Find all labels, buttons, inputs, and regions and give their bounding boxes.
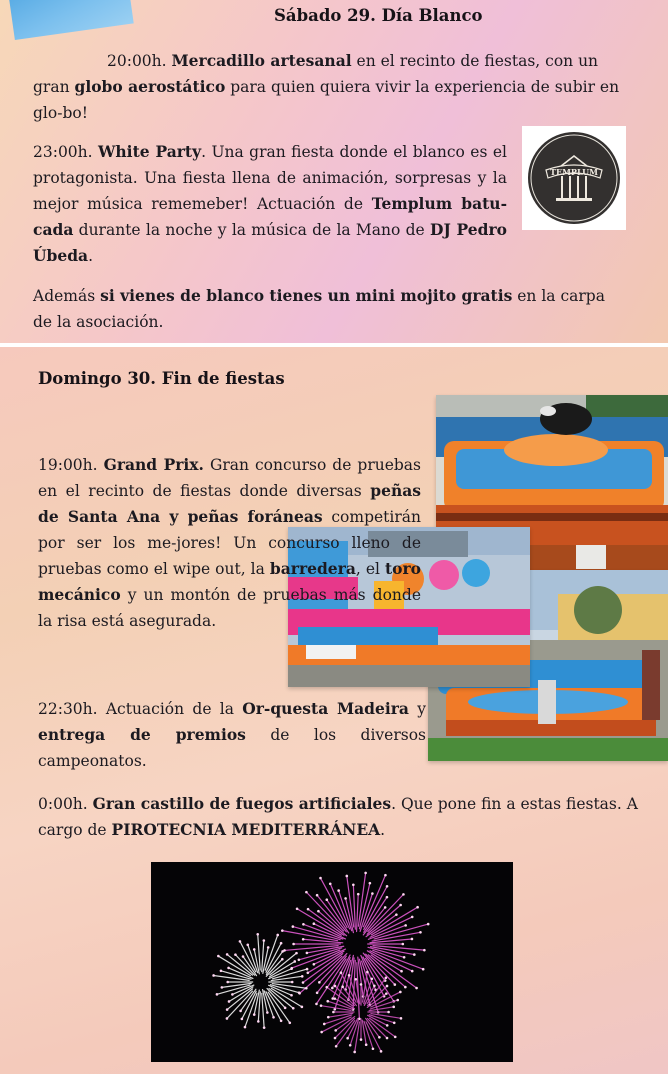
sunday-title: Domingo 30. Fin de fiestas bbox=[38, 369, 285, 388]
sunday-section bbox=[0, 347, 668, 1074]
saturday-mojito-paragraph: Además si vienes de blanco tienes un mini mojito gratis en la carpa de la asociación. bbox=[33, 286, 605, 331]
fireworks-photo bbox=[151, 862, 513, 1062]
sunday-grand-prix-paragraph: 19:00h. Grand Prix. Gran concurso de pruebas en el recinto de fiestas donde diversas peñas de Santa Ana y peñas foráneas competirán por ser los me-jores! Un concurso lleno de pruebas como el wipe out, la barredera, el toro mecánico y un montón de pruebas más donde la risa está asegurada. bbox=[38, 455, 422, 630]
sunday-fireworks-paragraph: 0:00h. Gran castillo de fuegos artificiales. Que pone fin a estas fiestas. A cargo de PIROTECNIA MEDITERRÁNEA. bbox=[38, 794, 638, 839]
saturday-title: Sábado 29. Día Blanco bbox=[274, 6, 483, 25]
saturday-section bbox=[0, 0, 668, 343]
sunday-orchestra-paragraph: 22:30h. Actuación de la Or-questa Madeira y entrega de premios de los diversos campeonatos. bbox=[38, 699, 427, 770]
saturday-white-party-paragraph: 23:00h. White Party. Una gran fiesta donde el blanco es el protagonista. Una fiesta llena de animación, sorpresas y la mejor música rememeber! Actuación de Templum batu-cada durante la noche y la música de la Mano de DJ Pedro Úbeda. bbox=[33, 142, 507, 265]
svg-text:TEMPLUM: TEMPLUM bbox=[550, 167, 598, 177]
balloon-sky-photo bbox=[6, 0, 133, 40]
saturday-market-paragraph: 20:00h. Mercadillo artesanal en el recinto de fiestas, con un gran globo aerostático para quien quiera vivir la experiencia de subir en glo-bo! bbox=[33, 51, 620, 122]
templum-logo bbox=[522, 126, 626, 230]
